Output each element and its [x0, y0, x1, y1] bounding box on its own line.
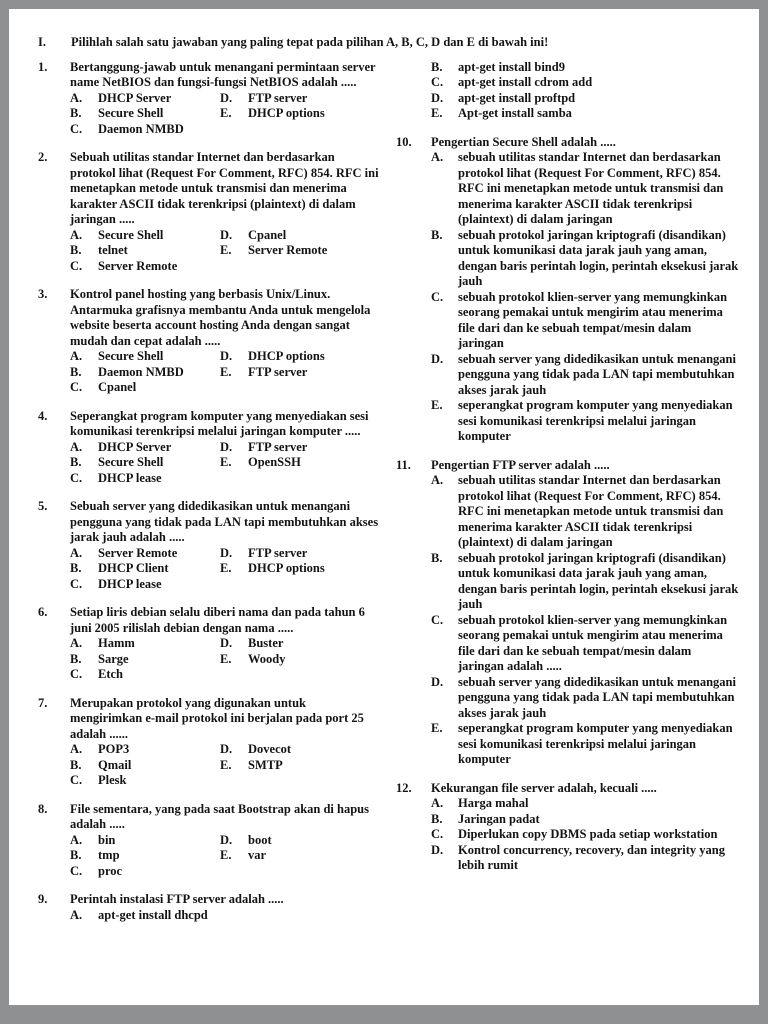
- option-letter: E.: [220, 455, 232, 469]
- section-numeral: I.: [38, 35, 46, 49]
- option-text: apt-get install dhcpd: [98, 907, 208, 922]
- option-letter: E.: [220, 651, 232, 666]
- option-text: apt-get install proftpd: [458, 90, 576, 105]
- question-block: [38, 287, 380, 396]
- option-letter: [220, 259, 248, 275]
- option-letter: B.: [70, 757, 82, 772]
- option-text: sebuah utilitas standar Internet dan berdasarkan protokol lihat (Request For Comment, RFC) 854. RFC ini menetapkan metode untuk transmisi dan menerima karakter ASCII tidak terenkripsi (plaintext) di dalam jaringan: [458, 150, 724, 226]
- option-text: DHCP options: [248, 349, 325, 363]
- option-text: DHCP Server: [98, 90, 172, 105]
- option-letter: [220, 864, 248, 880]
- question-text: Sebuah utilitas standar Internet dan berdasarkan protokol lihat (Request For Comment, RFC) 854. RFC ini menetapkan metode untuk transmisi dan menerima karakter ASCII tidak terenkripsi (plaintext) di dalam jaringan .....: [70, 150, 379, 226]
- option-text: Server Remote: [248, 243, 328, 257]
- option-text: sebuah protokol jaringan kriptografi (disandikan) untuk komunikasi data jarak jauh yang aman, dengan baris perintah login, perintah eksekusi jarak jauh: [458, 550, 739, 611]
- question-text: Setiap liris debian selalu diberi nama dan pada tahun 6 juni 2005 rilislah debian dengan nama .....: [70, 605, 365, 635]
- option-row: [431, 551, 739, 613]
- option-letter: C.: [70, 380, 83, 394]
- option-letter: B.: [431, 227, 443, 242]
- option-letter: D.: [431, 842, 444, 857]
- option-letter: C.: [431, 289, 444, 304]
- section-instruction: Pilihlah salah satu jawaban yang paling tepat pada pilihan A, B, C, D dan E di bawah ini!: [71, 35, 549, 49]
- question-body: [70, 287, 380, 396]
- question-number: 9.: [38, 892, 48, 906]
- option-letter: A.: [70, 439, 83, 454]
- question-text: Bertanggung-jawab untuk menangani permintaan server name NetBIOS dan fungsi-fungsi NetBIOS adalah .....: [70, 59, 376, 89]
- option-text: Plesk: [98, 773, 127, 787]
- question-number: 12.: [396, 780, 412, 795]
- option-letter: [220, 471, 248, 487]
- option-letter: B.: [70, 364, 82, 379]
- option-row: [431, 91, 739, 107]
- option-text: Qmail: [98, 757, 132, 772]
- question-number: 2.: [38, 150, 48, 164]
- question-block: [396, 60, 739, 122]
- option-text: Daemon NMBD: [98, 364, 184, 379]
- question-body: [70, 409, 380, 487]
- option-text: DHCP lease: [98, 576, 162, 591]
- question-block: [38, 409, 380, 487]
- option-letter: D.: [431, 351, 444, 366]
- options-grid: [70, 742, 380, 789]
- option-text: apt-get install cdrom add: [458, 75, 593, 89]
- question-text: Seperangkat program komputer yang menyediakan sesi komunikasi terenkripsi melalui jaringan komputer .....: [70, 408, 369, 438]
- option-letter: D.: [431, 674, 444, 689]
- option-letter: E.: [220, 243, 232, 257]
- right-column: [396, 60, 739, 937]
- option-text: tmp: [98, 848, 120, 862]
- option-letter: B.: [70, 243, 82, 257]
- option-letter: B.: [70, 561, 82, 575]
- option-letter: C.: [431, 827, 444, 841]
- option-text: Hamm: [98, 636, 135, 650]
- option-letter: A.: [70, 636, 83, 650]
- option-text: DHCP options: [248, 561, 325, 575]
- option-letter: A.: [70, 227, 83, 242]
- option-letter: A.: [431, 796, 444, 810]
- question-body: [70, 605, 380, 683]
- option-letter: [220, 773, 248, 789]
- option-letter: C.: [70, 667, 83, 681]
- option-text: FTP server: [248, 364, 308, 379]
- option-row: [431, 150, 739, 228]
- option-text: sebuah protokol jaringan kriptografi (disandikan) untuk komunikasi data jarak jauh yang aman, dengan baris perintah login, perintah eksekusi jarak jauh: [458, 227, 739, 288]
- option-row: [431, 106, 739, 122]
- options-grid: [70, 91, 380, 138]
- question-body: [431, 781, 739, 874]
- option-text: Buster: [248, 636, 284, 650]
- question-block: [396, 135, 739, 445]
- option-row: [431, 613, 739, 675]
- option-text: [248, 471, 380, 487]
- option-letter: D.: [220, 349, 233, 363]
- question-body: [431, 458, 739, 768]
- question-number: 5.: [38, 499, 48, 513]
- option-row: [431, 843, 739, 874]
- question-block: [38, 696, 380, 789]
- question-text: Pengertian Secure Shell adalah .....: [431, 134, 616, 149]
- question-number: 11.: [396, 457, 411, 472]
- question-body: [431, 60, 739, 122]
- option-letter: B.: [431, 811, 443, 826]
- question-number: 7.: [38, 695, 48, 710]
- option-row: [431, 60, 739, 76]
- option-letter: C.: [431, 75, 444, 89]
- question-body: [70, 892, 380, 923]
- option-text: boot: [248, 832, 272, 847]
- options-grid: [70, 440, 380, 487]
- options-grid: [70, 349, 380, 396]
- option-text: Etch: [98, 667, 123, 681]
- option-letter: A.: [70, 90, 83, 105]
- option-row: [431, 352, 739, 399]
- option-text: Diperlukan copy DBMS pada setiap workstation: [458, 827, 718, 841]
- question-body: [70, 499, 380, 592]
- option-letter: A.: [70, 349, 83, 363]
- question-block: [396, 781, 739, 874]
- option-text: [248, 667, 380, 683]
- question-block: [38, 605, 380, 683]
- option-text: Jaringan padat: [458, 811, 540, 826]
- option-letter: D.: [220, 636, 233, 650]
- option-letter: C.: [70, 773, 83, 787]
- option-row: [431, 827, 739, 843]
- option-letter: A.: [70, 545, 83, 560]
- question-number: 4.: [38, 408, 48, 423]
- option-letter: C.: [70, 121, 83, 136]
- option-letter: [220, 577, 248, 593]
- question-columns: [38, 60, 739, 937]
- option-row: [431, 796, 739, 812]
- question-block: [38, 499, 380, 592]
- option-text: Secure Shell: [98, 455, 164, 469]
- question-body: [70, 696, 380, 789]
- option-text: Cpanel: [248, 227, 287, 242]
- option-letter: B.: [70, 848, 82, 862]
- option-letter: B.: [70, 455, 82, 469]
- option-text: OpenSSH: [248, 455, 301, 469]
- option-text: Cpanel: [98, 380, 137, 394]
- question-body: [70, 150, 380, 274]
- option-letter: B.: [70, 106, 82, 120]
- option-letter: A.: [431, 473, 444, 487]
- question-text: Kontrol panel hosting yang berbasis Unix/Linux. Antarmuka grafisnya membantu Anda untuk mengelola website beserta account hosting Anda dengan sangat mudah dan cepat adalah .....: [70, 287, 371, 348]
- question-body: [70, 60, 380, 138]
- question-block: [38, 892, 380, 923]
- option-letter: C.: [70, 258, 83, 273]
- option-letter: D.: [220, 439, 233, 454]
- option-text: Secure Shell: [98, 227, 164, 242]
- question-text: Kekurangan file server adalah, kecuali .....: [431, 780, 657, 795]
- question-number: 1.: [38, 59, 48, 74]
- options-grid: [70, 636, 380, 683]
- option-row: [431, 675, 739, 722]
- option-text: Server Remote: [98, 545, 178, 560]
- option-letter: E.: [431, 398, 443, 412]
- options-grid: [70, 228, 380, 275]
- option-text: FTP server: [248, 439, 308, 454]
- option-row: [70, 908, 380, 924]
- options-grid: [70, 546, 380, 593]
- option-letter: E.: [220, 106, 232, 120]
- option-letter: [220, 380, 248, 396]
- question-number: 8.: [38, 801, 48, 816]
- question-body: [70, 802, 380, 880]
- option-text: [248, 259, 380, 275]
- option-text: sebuah protokol klien-server yang memungkinkan seorang pemakai untuk mengirim atau menerima file dari dan ke sebuah tempat/mesin dalam jaringan adalah .....: [458, 612, 728, 673]
- section-header: [38, 35, 739, 51]
- option-letter: B.: [431, 59, 443, 74]
- option-letter: E.: [220, 757, 232, 772]
- option-letter: A.: [431, 150, 444, 164]
- option-text: Dovecot: [248, 742, 292, 756]
- option-row: [431, 721, 739, 768]
- question-block: [38, 60, 380, 138]
- option-letter: D.: [220, 742, 233, 756]
- option-row: [431, 398, 739, 445]
- option-row: [431, 228, 739, 290]
- option-text: SMTP: [248, 757, 283, 772]
- options-grid: [70, 833, 380, 880]
- question-block: [38, 150, 380, 274]
- option-text: proc: [98, 863, 123, 878]
- option-text: FTP server: [248, 90, 308, 105]
- option-text: DHCP lease: [98, 470, 162, 485]
- document-page: [9, 9, 759, 1005]
- option-text: Secure Shell: [98, 106, 164, 120]
- question-text: File sementara, yang pada saat Bootstrap akan di hapus adalah .....: [70, 801, 369, 831]
- question-block: [396, 458, 739, 768]
- option-letter: E.: [220, 561, 232, 575]
- option-text: FTP server: [248, 545, 308, 560]
- option-text: POP3: [98, 742, 130, 756]
- option-row: [431, 812, 739, 828]
- option-text: sebuah server yang didedikasikan untuk menangani pengguna yang tidak pada LAN tapi membutuhkan akses jarak jauh: [458, 674, 736, 720]
- option-text: [248, 577, 380, 593]
- question-body: [431, 135, 739, 445]
- option-text: sebuah server yang didedikasikan untuk menangani pengguna yang tidak pada LAN tapi membutuhkan akses jarak jauh: [458, 351, 736, 397]
- option-letter: A.: [70, 742, 83, 756]
- option-text: sebuah utilitas standar Internet dan berdasarkan protokol lihat (Request For Comment, RFC) 854. RFC ini menetapkan metode untuk transmisi dan menerima karakter ASCII tidak terenkripsi (plaintext) di dalam jaringan: [458, 473, 724, 549]
- left-column: [38, 60, 380, 937]
- option-text: Secure Shell: [98, 349, 164, 363]
- question-number: [396, 60, 431, 122]
- question-block: [38, 802, 380, 880]
- option-letter: B.: [70, 651, 82, 666]
- option-letter: D.: [431, 90, 444, 105]
- option-letter: E.: [431, 721, 443, 735]
- option-letter: C.: [70, 576, 83, 591]
- option-letter: A.: [70, 907, 83, 922]
- option-row: [431, 290, 739, 352]
- question-text: Pengertian FTP server adalah .....: [431, 457, 610, 472]
- option-text: Server Remote: [98, 258, 178, 273]
- option-text: var: [248, 848, 267, 862]
- option-text: Apt-get install samba: [458, 106, 572, 120]
- option-text: seperangkat program komputer yang menyediakan sesi komunikasi terenkripsi melalui jaringan komputer: [458, 721, 733, 766]
- option-text: Woody: [248, 651, 286, 666]
- option-text: sebuah protokol klien-server yang memungkinkan seorang pemakai untuk mengirim atau menerima file dari dan ke sebuah tempat/mesin dalam jaringan: [458, 289, 728, 350]
- option-letter: C.: [70, 863, 83, 878]
- question-text: Perintah instalasi FTP server adalah .....: [70, 892, 284, 906]
- question-number: 3.: [38, 287, 48, 301]
- option-text: DHCP options: [248, 106, 325, 120]
- option-text: [248, 122, 380, 138]
- question-text: Merupakan protokol yang digunakan untuk mengirimkan e-mail protokol ini berjalan pada port 25 adalah ......: [70, 695, 364, 741]
- option-text: [248, 864, 380, 880]
- question-number: 10.: [396, 134, 412, 149]
- question-text: Sebuah server yang didedikasikan untuk menangani pengguna yang tidak pada LAN tapi membutuhkan akses jarak jauh adalah .....: [70, 499, 379, 544]
- option-text: Sarge: [98, 651, 129, 666]
- option-letter: B.: [431, 550, 443, 565]
- option-letter: C.: [431, 612, 444, 627]
- question-number: 6.: [38, 605, 48, 619]
- option-letter: A.: [70, 832, 83, 847]
- option-letter: E.: [431, 106, 443, 120]
- option-text: [248, 380, 380, 396]
- option-text: apt-get install bind9: [458, 59, 565, 74]
- option-text: Daemon NMBD: [98, 121, 184, 136]
- option-text: bin: [98, 832, 116, 847]
- option-letter: [220, 667, 248, 683]
- option-letter: D.: [220, 90, 233, 105]
- option-text: Harga mahal: [458, 796, 529, 810]
- option-letter: E.: [220, 848, 232, 862]
- option-letter: D.: [220, 832, 233, 847]
- option-letter: [220, 122, 248, 138]
- option-letter: D.: [220, 545, 233, 560]
- option-text: [248, 773, 380, 789]
- option-letter: C.: [70, 470, 83, 485]
- option-letter: E.: [220, 364, 232, 379]
- option-text: Kontrol concurrency, recovery, dan integrity yang lebih rumit: [458, 842, 725, 872]
- option-text: DHCP Client: [98, 561, 169, 575]
- option-text: seperangkat program komputer yang menyediakan sesi komunikasi terenkripsi melalui jaringan komputer: [458, 398, 733, 443]
- option-row: [431, 473, 739, 551]
- option-letter: D.: [220, 227, 233, 242]
- option-text: DHCP Server: [98, 439, 172, 454]
- option-text: telnet: [98, 243, 128, 257]
- option-row: [431, 75, 739, 91]
